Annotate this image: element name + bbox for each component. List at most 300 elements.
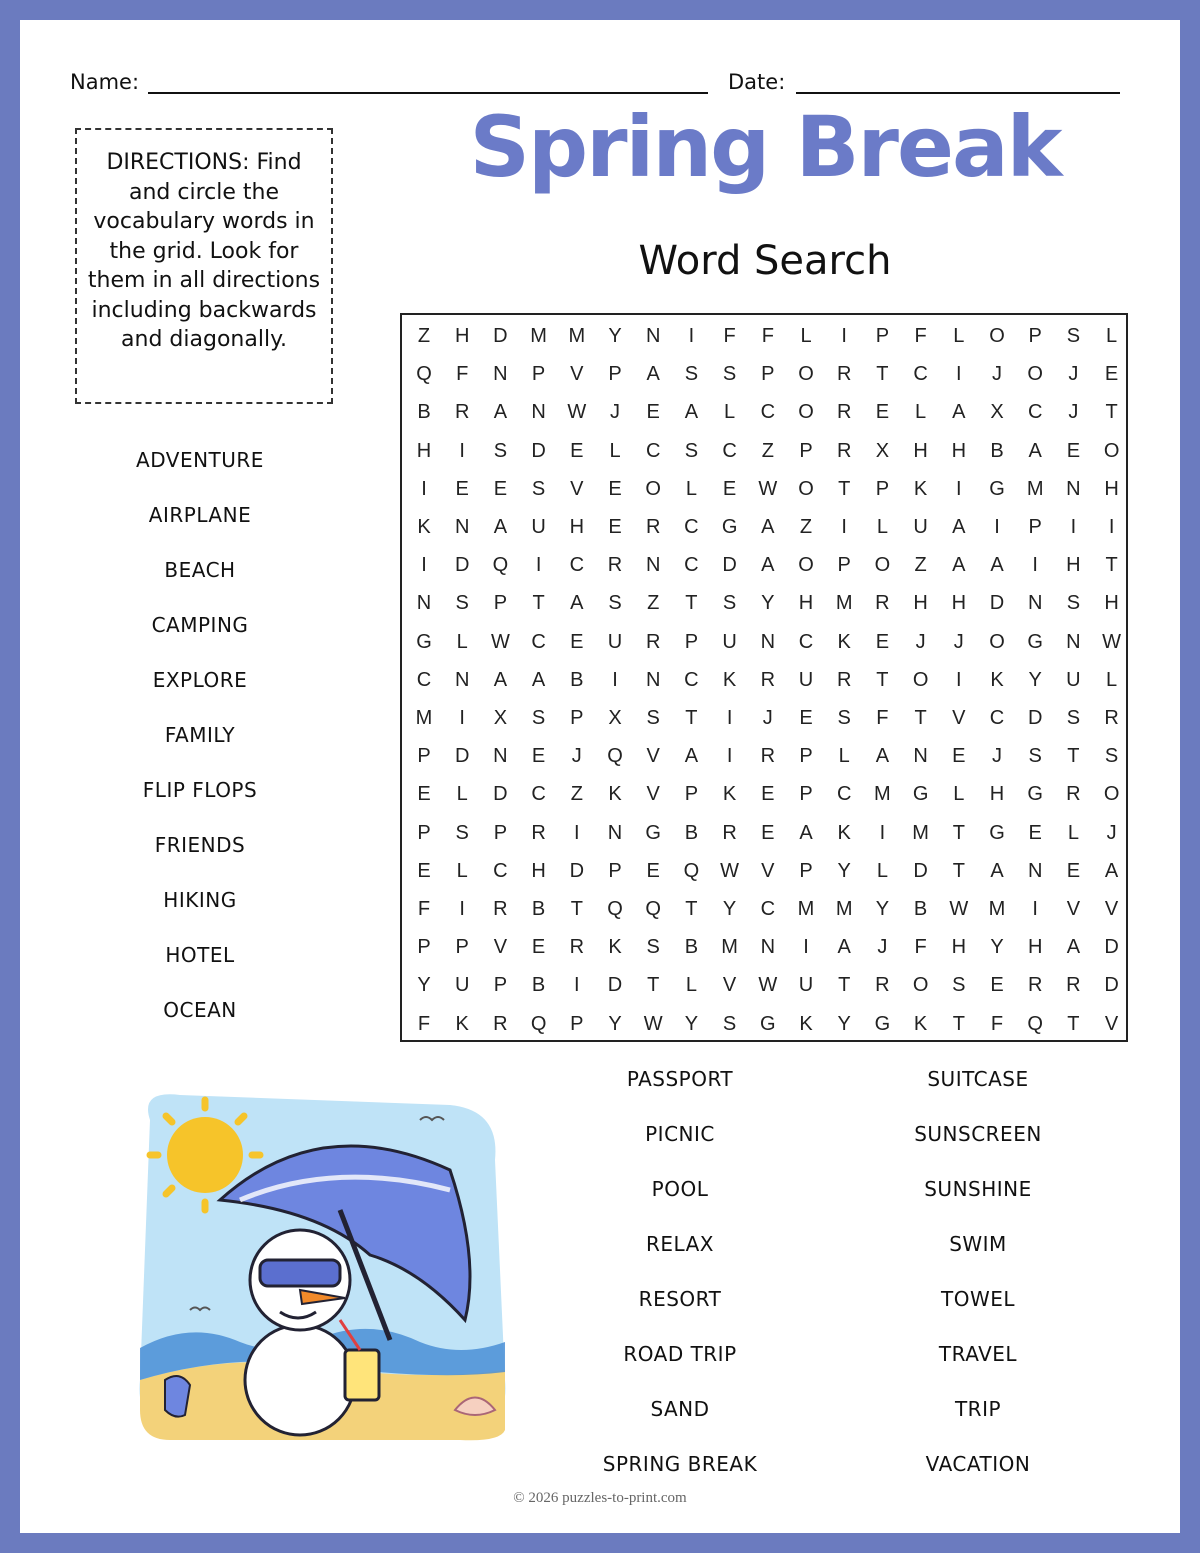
grid-letter[interactable]: P xyxy=(493,974,508,997)
grid-letter[interactable]: B xyxy=(531,898,546,920)
grid-letter[interactable]: K xyxy=(608,936,622,959)
grid-letter[interactable]: I xyxy=(841,516,847,538)
grid-letter[interactable]: B xyxy=(684,936,699,959)
grid-letter[interactable]: O xyxy=(874,554,891,577)
grid-letter[interactable]: R xyxy=(493,1012,508,1035)
grid-letter[interactable]: M xyxy=(415,707,433,729)
grid-letter[interactable]: H xyxy=(1027,936,1043,959)
grid-letter[interactable]: G xyxy=(1027,783,1043,806)
grid-letter[interactable]: G xyxy=(989,821,1005,844)
grid-letter[interactable]: N xyxy=(531,401,546,424)
grid-letter[interactable]: D xyxy=(493,325,508,347)
grid-letter[interactable]: N xyxy=(645,554,661,577)
grid-letter[interactable]: C xyxy=(493,859,508,882)
grid-letter[interactable]: Z xyxy=(761,439,774,462)
grid-letter[interactable]: D xyxy=(1104,974,1119,997)
grid-letter[interactable]: S xyxy=(608,592,622,615)
grid-letter[interactable]: Y xyxy=(608,1012,622,1035)
grid-letter[interactable]: I xyxy=(1032,554,1038,577)
grid-letter[interactable]: R xyxy=(607,554,623,577)
grid-letter[interactable]: S xyxy=(531,477,546,500)
grid-letter[interactable]: A xyxy=(493,668,508,691)
grid-letter[interactable]: T xyxy=(876,363,889,386)
grid-letter[interactable]: I xyxy=(956,668,962,691)
grid-letter[interactable]: Z xyxy=(570,783,583,806)
grid-letter[interactable]: E xyxy=(646,401,660,424)
grid-letter[interactable]: C xyxy=(531,783,546,806)
grid-letter[interactable]: E xyxy=(531,745,546,768)
grid-letter[interactable]: N xyxy=(645,325,661,347)
grid-letter[interactable]: V xyxy=(646,783,660,806)
grid-letter[interactable]: E xyxy=(570,630,584,653)
grid-letter[interactable]: E xyxy=(761,821,775,844)
grid-letter[interactable]: P xyxy=(799,859,813,882)
grid-letter[interactable]: T xyxy=(685,707,698,729)
grid-letter[interactable]: O xyxy=(798,363,814,386)
grid-letter[interactable]: A xyxy=(570,592,584,615)
grid-letter[interactable]: A xyxy=(493,516,508,538)
grid-letter[interactable]: L xyxy=(685,477,697,500)
grid-letter[interactable]: D xyxy=(1027,707,1043,729)
grid-letter[interactable]: M xyxy=(988,898,1006,920)
grid-letter[interactable]: N xyxy=(607,821,623,844)
grid-letter[interactable]: A xyxy=(952,516,966,538)
grid-letter[interactable]: P xyxy=(531,363,546,386)
grid-letter[interactable]: F xyxy=(990,1012,1004,1035)
grid-letter[interactable]: Q xyxy=(607,898,623,920)
grid-letter[interactable]: F xyxy=(417,898,431,920)
grid-letter[interactable]: A xyxy=(1066,936,1081,959)
grid-letter[interactable]: H xyxy=(913,592,928,615)
grid-letter[interactable]: K xyxy=(837,821,851,844)
grid-letter[interactable]: P xyxy=(570,1012,584,1035)
grid-letter[interactable]: L xyxy=(456,859,468,882)
grid-letter[interactable]: V xyxy=(722,974,737,997)
grid-letter[interactable]: D xyxy=(989,592,1005,615)
grid-letter[interactable]: F xyxy=(723,325,736,347)
grid-letter[interactable]: N xyxy=(913,745,928,768)
grid-letter[interactable]: Y xyxy=(837,1012,851,1035)
grid-letter[interactable]: F xyxy=(417,1012,431,1035)
grid-letter[interactable]: R xyxy=(569,936,585,959)
grid-letter[interactable]: W xyxy=(1102,630,1122,653)
grid-letter[interactable]: V xyxy=(570,363,584,386)
grid-letter[interactable]: R xyxy=(454,401,470,424)
grid-letter[interactable]: E xyxy=(417,859,431,882)
grid-letter[interactable]: I xyxy=(726,745,733,768)
grid-letter[interactable]: I xyxy=(994,516,1000,538)
grid-letter[interactable]: U xyxy=(607,630,623,653)
grid-letter[interactable]: I xyxy=(841,325,847,347)
grid-letter[interactable]: W xyxy=(567,401,587,424)
grid-letter[interactable]: S xyxy=(493,439,508,462)
grid-letter[interactable]: B xyxy=(913,898,928,920)
grid-letter[interactable]: P xyxy=(455,936,469,959)
grid-letter[interactable]: E xyxy=(875,630,890,653)
grid-letter[interactable]: A xyxy=(952,554,966,577)
grid-letter[interactable]: A xyxy=(531,668,546,691)
grid-letter[interactable]: C xyxy=(416,668,432,691)
grid-letter[interactable]: C xyxy=(722,439,737,462)
grid-letter[interactable]: T xyxy=(532,592,545,615)
grid-letter[interactable]: O xyxy=(1027,363,1043,386)
grid-letter[interactable]: I xyxy=(726,707,733,729)
grid-letter[interactable]: T xyxy=(1067,1012,1080,1035)
grid-letter[interactable]: C xyxy=(1027,401,1043,424)
grid-letter[interactable]: P xyxy=(493,821,508,844)
grid-letter[interactable]: R xyxy=(1066,974,1081,997)
grid-letter[interactable]: O xyxy=(1103,783,1120,806)
grid-letter[interactable]: E xyxy=(570,439,584,462)
grid-letter[interactable]: R xyxy=(760,668,776,691)
grid-letter[interactable]: S xyxy=(455,821,469,844)
grid-letter[interactable]: L xyxy=(1106,325,1118,347)
grid-letter[interactable]: V xyxy=(1066,898,1081,920)
grid-letter[interactable]: N xyxy=(1066,477,1081,500)
grid-letter[interactable]: H xyxy=(951,936,967,959)
grid-letter[interactable]: P xyxy=(799,783,813,806)
grid-letter[interactable]: E xyxy=(1066,859,1081,882)
grid-letter[interactable]: T xyxy=(876,668,889,691)
grid-letter[interactable]: Y xyxy=(761,592,775,615)
grid-letter[interactable]: G xyxy=(912,783,929,806)
grid-letter[interactable]: L xyxy=(685,974,697,997)
grid-letter[interactable]: A xyxy=(1104,859,1119,882)
grid-letter[interactable]: D xyxy=(607,974,623,997)
grid-letter[interactable]: R xyxy=(722,821,737,844)
grid-letter[interactable]: E xyxy=(417,783,431,806)
grid-letter[interactable]: K xyxy=(913,477,928,500)
grid-letter[interactable]: I xyxy=(1108,516,1115,538)
grid-letter[interactable]: G xyxy=(989,477,1005,500)
grid-letter[interactable]: E xyxy=(608,477,622,500)
grid-letter[interactable]: U xyxy=(531,516,546,538)
grid-letter[interactable]: K xyxy=(455,1012,469,1035)
grid-letter[interactable]: T xyxy=(1105,554,1118,577)
grid-letter[interactable]: C xyxy=(798,630,814,653)
grid-letter[interactable]: S xyxy=(722,363,737,386)
grid-letter[interactable]: H xyxy=(798,592,814,615)
grid-letter[interactable]: T xyxy=(952,859,965,882)
grid-letter[interactable]: S xyxy=(1104,745,1119,768)
grid-letter[interactable]: I xyxy=(459,898,465,920)
grid-letter[interactable]: A xyxy=(761,516,775,538)
grid-letter[interactable]: K xyxy=(913,1012,928,1035)
grid-letter[interactable]: R xyxy=(760,745,776,768)
grid-letter[interactable]: Y xyxy=(684,1012,699,1035)
grid-letter[interactable]: J xyxy=(571,745,582,768)
grid-letter[interactable]: I xyxy=(956,363,962,386)
grid-letter[interactable]: I xyxy=(421,554,427,577)
grid-letter[interactable]: L xyxy=(876,859,888,882)
grid-letter[interactable]: P xyxy=(875,325,890,347)
grid-letter[interactable]: L xyxy=(724,401,736,424)
grid-letter[interactable]: A xyxy=(684,401,699,424)
grid-letter[interactable]: S xyxy=(684,363,699,386)
grid-letter[interactable]: R xyxy=(836,401,852,424)
grid-letter[interactable]: P xyxy=(761,363,775,386)
grid-letter[interactable]: F xyxy=(456,363,469,386)
grid-letter[interactable]: F xyxy=(761,325,774,347)
grid-letter[interactable]: K xyxy=(990,668,1004,691)
grid-letter[interactable]: H xyxy=(1104,477,1119,500)
grid-letter[interactable]: M xyxy=(874,783,891,806)
grid-letter[interactable]: A xyxy=(990,859,1004,882)
grid-letter[interactable]: O xyxy=(912,974,929,997)
grid-letter[interactable]: T xyxy=(570,898,583,920)
grid-letter[interactable]: N xyxy=(493,745,508,768)
grid-letter[interactable]: I xyxy=(574,821,580,844)
grid-letter[interactable]: Y xyxy=(875,898,890,920)
grid-letter[interactable]: N xyxy=(454,516,470,538)
grid-letter[interactable]: N xyxy=(493,363,508,386)
grid-letter[interactable]: E xyxy=(952,745,966,768)
grid-letter[interactable]: W xyxy=(949,898,969,920)
grid-letter[interactable]: P xyxy=(684,783,699,806)
grid-letter[interactable]: C xyxy=(645,439,661,462)
grid-letter[interactable]: P xyxy=(417,936,431,959)
grid-letter[interactable]: C xyxy=(684,516,699,538)
grid-letter[interactable]: A xyxy=(875,745,890,768)
grid-letter[interactable]: H xyxy=(454,325,470,347)
grid-letter[interactable]: E xyxy=(455,477,469,500)
grid-letter[interactable]: H xyxy=(569,516,585,538)
grid-letter[interactable]: T xyxy=(685,898,698,920)
grid-letter[interactable]: B xyxy=(990,439,1004,462)
grid-letter[interactable]: M xyxy=(835,592,853,615)
grid-letter[interactable]: H xyxy=(1066,554,1081,577)
grid-letter[interactable]: Y xyxy=(722,898,737,920)
grid-letter[interactable]: E xyxy=(722,477,737,500)
grid-letter[interactable]: N xyxy=(416,592,432,615)
grid-letter[interactable]: E xyxy=(531,936,546,959)
grid-letter[interactable]: K xyxy=(837,630,851,653)
grid-letter[interactable]: S xyxy=(684,439,699,462)
grid-letter[interactable]: O xyxy=(989,630,1005,653)
grid-letter[interactable]: Q xyxy=(416,363,432,386)
grid-letter[interactable]: B xyxy=(684,821,699,844)
grid-letter[interactable]: A xyxy=(646,363,660,386)
grid-letter[interactable]: Y xyxy=(1028,668,1042,691)
grid-letter[interactable]: I xyxy=(574,974,580,997)
grid-letter[interactable]: A xyxy=(990,554,1004,577)
grid-letter[interactable]: L xyxy=(1106,668,1118,691)
grid-letter[interactable]: Q xyxy=(645,898,661,920)
grid-letter[interactable]: S xyxy=(722,592,737,615)
grid-letter[interactable]: L xyxy=(876,516,888,538)
grid-letter[interactable]: B xyxy=(417,401,431,424)
grid-letter[interactable]: W xyxy=(720,859,740,882)
grid-letter[interactable]: S xyxy=(1066,592,1081,615)
grid-letter[interactable]: A xyxy=(799,821,813,844)
grid-letter[interactable]: I xyxy=(879,821,886,844)
grid-letter[interactable]: N xyxy=(760,936,776,959)
grid-letter[interactable]: C xyxy=(531,630,546,653)
grid-letter[interactable]: Z xyxy=(647,592,660,615)
grid-letter[interactable]: I xyxy=(1070,516,1077,538)
grid-letter[interactable]: G xyxy=(874,1012,891,1035)
grid-letter[interactable]: R xyxy=(645,630,661,653)
grid-letter[interactable]: R xyxy=(645,516,661,538)
grid-letter[interactable]: D xyxy=(1104,936,1119,959)
grid-letter[interactable]: R xyxy=(836,363,852,386)
grid-letter[interactable]: A xyxy=(493,401,508,424)
grid-letter[interactable]: A xyxy=(761,554,775,577)
grid-letter[interactable]: R xyxy=(1104,707,1119,729)
grid-letter[interactable]: P xyxy=(608,363,622,386)
grid-letter[interactable]: W xyxy=(643,1012,663,1035)
grid-letter[interactable]: J xyxy=(1068,401,1079,424)
grid-letter[interactable]: A xyxy=(837,936,851,959)
grid-letter[interactable]: L xyxy=(915,401,927,424)
grid-letter[interactable]: O xyxy=(798,401,814,424)
grid-letter[interactable]: V xyxy=(646,745,660,768)
grid-letter[interactable]: E xyxy=(1028,821,1042,844)
grid-letter[interactable]: P xyxy=(1028,516,1042,538)
grid-letter[interactable]: T xyxy=(647,974,660,997)
grid-letter[interactable]: D xyxy=(454,745,470,768)
grid-letter[interactable]: K xyxy=(722,668,737,691)
grid-letter[interactable]: O xyxy=(798,477,814,500)
grid-letter[interactable]: C xyxy=(684,668,699,691)
grid-letter[interactable]: D xyxy=(454,554,470,577)
grid-letter[interactable]: V xyxy=(570,477,584,500)
grid-letter[interactable]: M xyxy=(568,325,586,347)
grid-letter[interactable]: E xyxy=(799,707,813,729)
grid-letter[interactable]: J xyxy=(762,707,773,729)
grid-letter[interactable]: I xyxy=(459,707,465,729)
grid-letter[interactable]: X xyxy=(608,707,622,729)
grid-letter[interactable]: I xyxy=(956,477,962,500)
grid-letter[interactable]: Y xyxy=(990,936,1004,959)
grid-letter[interactable]: M xyxy=(721,936,738,959)
grid-letter[interactable]: C xyxy=(760,898,776,920)
grid-letter[interactable]: P xyxy=(837,554,851,577)
grid-letter[interactable]: H xyxy=(416,439,432,462)
grid-letter[interactable]: H xyxy=(913,439,928,462)
grid-letter[interactable]: O xyxy=(1103,439,1120,462)
grid-letter[interactable]: M xyxy=(1026,477,1044,500)
grid-letter[interactable]: G xyxy=(645,821,661,844)
grid-letter[interactable]: L xyxy=(609,439,621,462)
grid-letter[interactable]: L xyxy=(953,783,965,806)
grid-letter[interactable]: K xyxy=(417,516,431,538)
grid-letter[interactable]: W xyxy=(490,630,510,653)
grid-letter[interactable]: U xyxy=(722,630,737,653)
grid-letter[interactable]: S xyxy=(455,592,469,615)
grid-letter[interactable]: N xyxy=(1066,630,1081,653)
grid-letter[interactable]: Z xyxy=(417,325,431,347)
grid-letter[interactable]: J xyxy=(877,936,888,959)
grid-letter[interactable]: C xyxy=(760,401,776,424)
grid-letter[interactable]: J xyxy=(953,630,964,653)
grid-letter[interactable]: J xyxy=(610,401,620,424)
grid-letter[interactable]: H xyxy=(531,859,546,882)
grid-letter[interactable]: J xyxy=(1106,821,1117,844)
grid-letter[interactable]: P xyxy=(608,859,622,882)
grid-letter[interactable]: U xyxy=(798,668,814,691)
grid-letter[interactable]: R xyxy=(875,974,890,997)
grid-letter[interactable]: J xyxy=(992,745,1002,768)
grid-letter[interactable]: P xyxy=(570,707,584,729)
grid-letter[interactable]: V xyxy=(1104,898,1119,920)
grid-letter[interactable]: P xyxy=(417,745,431,768)
grid-letter[interactable]: P xyxy=(799,439,813,462)
grid-letter[interactable]: X xyxy=(493,707,508,729)
grid-letter[interactable]: R xyxy=(493,898,508,920)
grid-letter[interactable]: Y xyxy=(608,325,622,347)
grid-letter[interactable]: C xyxy=(836,783,852,806)
grid-letter[interactable]: J xyxy=(1068,363,1079,386)
grid-letter[interactable]: R xyxy=(1066,783,1081,806)
grid-letter[interactable]: Z xyxy=(799,516,813,538)
grid-letter[interactable]: R xyxy=(1027,974,1043,997)
grid-letter[interactable]: L xyxy=(456,630,468,653)
grid-letter[interactable]: V xyxy=(1104,1012,1119,1035)
grid-letter[interactable]: Q xyxy=(492,554,509,577)
grid-letter[interactable]: V xyxy=(493,936,508,959)
grid-letter[interactable]: S xyxy=(837,707,851,729)
grid-letter[interactable]: S xyxy=(952,974,966,997)
grid-letter[interactable]: I xyxy=(421,477,427,500)
grid-letter[interactable]: C xyxy=(569,554,585,577)
grid-letter[interactable]: T xyxy=(838,477,851,500)
grid-letter[interactable]: L xyxy=(456,783,468,806)
grid-letter[interactable]: S xyxy=(646,707,660,729)
grid-letter[interactable]: L xyxy=(953,325,965,347)
grid-letter[interactable]: G xyxy=(416,630,432,653)
grid-letter[interactable]: H xyxy=(1104,592,1119,615)
grid-letter[interactable]: N xyxy=(760,630,776,653)
grid-letter[interactable]: T xyxy=(685,592,698,615)
grid-letter[interactable]: Y xyxy=(417,974,431,997)
grid-letter[interactable]: L xyxy=(838,745,850,768)
grid-letter[interactable]: E xyxy=(493,477,508,500)
grid-letter[interactable]: T xyxy=(1067,745,1080,768)
grid-letter[interactable]: C xyxy=(989,707,1005,729)
grid-letter[interactable]: O xyxy=(798,554,814,577)
grid-letter[interactable]: W xyxy=(758,477,778,500)
grid-letter[interactable]: J xyxy=(992,363,1002,386)
grid-letter[interactable]: U xyxy=(913,516,928,538)
grid-letter[interactable]: O xyxy=(645,477,661,500)
grid-letter[interactable]: M xyxy=(797,898,815,920)
grid-letter[interactable]: O xyxy=(912,668,929,691)
grid-letter[interactable]: N xyxy=(1027,592,1043,615)
grid-letter[interactable]: S xyxy=(1066,325,1081,347)
grid-letter[interactable]: S xyxy=(1066,707,1081,729)
grid-letter[interactable]: A xyxy=(684,745,699,768)
grid-letter[interactable]: O xyxy=(989,325,1005,347)
grid-letter[interactable]: I xyxy=(535,554,542,577)
grid-letter[interactable]: S xyxy=(646,936,660,959)
grid-letter[interactable]: G xyxy=(760,1012,776,1035)
grid-letter[interactable]: T xyxy=(952,1012,965,1035)
grid-letter[interactable]: L xyxy=(1067,821,1079,844)
grid-letter[interactable]: X xyxy=(875,439,890,462)
grid-letter[interactable]: V xyxy=(952,707,966,729)
grid-letter[interactable]: U xyxy=(798,974,814,997)
grid-letter[interactable]: T xyxy=(952,821,965,844)
grid-letter[interactable]: T xyxy=(914,707,927,729)
grid-letter[interactable]: M xyxy=(912,821,929,844)
grid-letter[interactable]: G xyxy=(1027,630,1043,653)
grid-letter[interactable]: P xyxy=(875,477,890,500)
grid-letter[interactable]: A xyxy=(952,401,966,424)
grid-letter[interactable]: C xyxy=(684,554,699,577)
grid-letter[interactable]: K xyxy=(722,783,737,806)
grid-letter[interactable]: H xyxy=(951,439,967,462)
